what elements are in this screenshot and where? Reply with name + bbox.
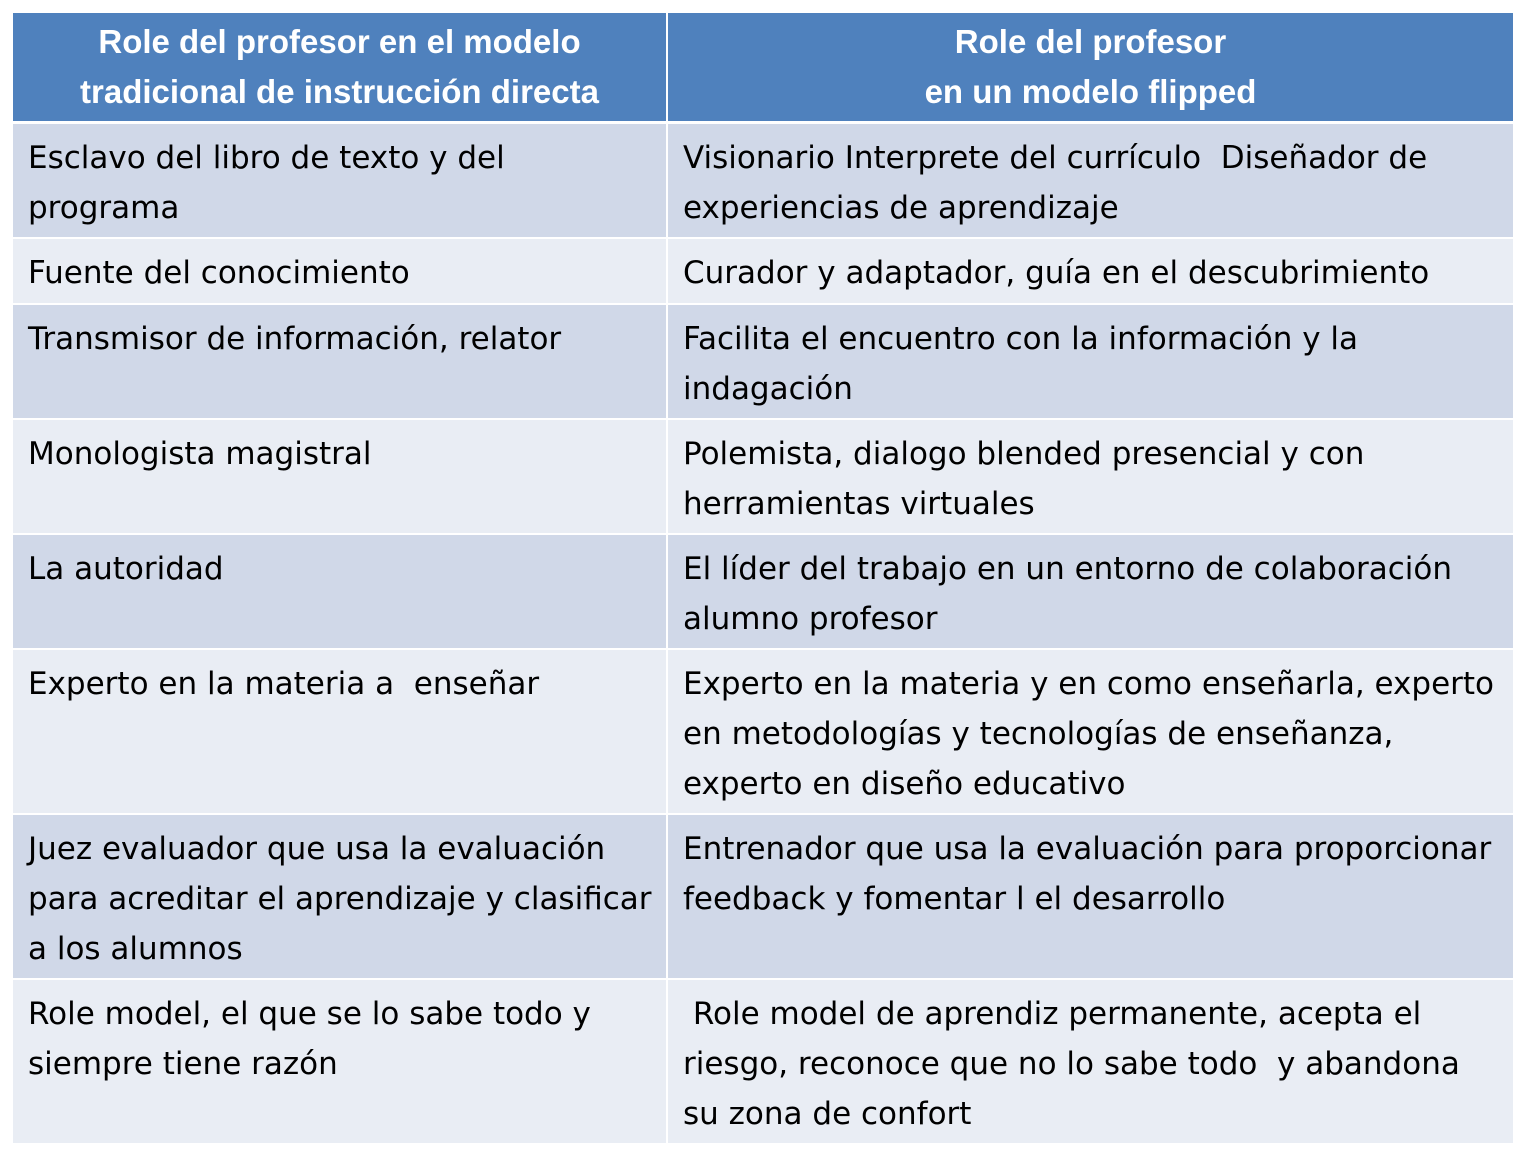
flipped-role-cell: El líder del trabajo en un entorno de colaboración alumno profesor — [668, 535, 1513, 650]
traditional-role-cell: Fuente del conocimiento — [13, 239, 668, 305]
traditional-role-cell: La autoridad — [13, 535, 668, 650]
traditional-role-cell: Transmisor de información, relator — [13, 305, 668, 420]
flipped-role-cell: Role model de aprendiz permanente, acepta el riesgo, reconoce que no lo sabe todo y abandona su zona de confort — [668, 980, 1513, 1145]
comparison-table — [13, 13, 1513, 1145]
flipped-role-cell: Facilita el encuentro con la información y la indagación — [668, 305, 1513, 420]
flipped-role-cell: Visionario Interprete del currículo Diseñador de experiencias de aprendizaje — [668, 124, 1513, 239]
flipped-role-cell: Entrenador que usa la evaluación para proporcionar feedback y fomentar l el desarrollo — [668, 815, 1513, 980]
table-row — [13, 124, 1513, 239]
table-row — [13, 239, 1513, 305]
flipped-role-cell: Curador y adaptador, guía en el descubrimiento — [668, 239, 1513, 305]
traditional-role-cell: Experto en la materia a enseñar — [13, 650, 668, 815]
flipped-role-cell: Experto en la materia y en como enseñarla, experto en metodologías y tecnologías de enseñanza, experto en diseño educativo — [668, 650, 1513, 815]
traditional-role-cell: Juez evaluador que usa la evaluación para acreditar el aprendizaje y clasificar a los alumnos — [13, 815, 668, 980]
traditional-role-cell: Monologista magistral — [13, 420, 668, 535]
traditional-role-cell: Role model, el que se lo sabe todo y siempre tiene razón — [13, 980, 668, 1145]
table-row — [13, 535, 1513, 650]
header-row — [13, 13, 1513, 124]
table-row — [13, 815, 1513, 980]
table-row — [13, 305, 1513, 420]
flipped-role-cell: Polemista, dialogo blended presencial y con herramientas virtuales — [668, 420, 1513, 535]
table-row — [13, 420, 1513, 535]
header-flipped-role: Role del profesor en un modelo flipped — [668, 13, 1513, 124]
traditional-role-cell: Esclavo del libro de texto y del programa — [13, 124, 668, 239]
table-row — [13, 980, 1513, 1145]
table-row — [13, 650, 1513, 815]
header-traditional-role: Role del profesor en el modelo tradicional de instrucción directa — [13, 13, 668, 124]
